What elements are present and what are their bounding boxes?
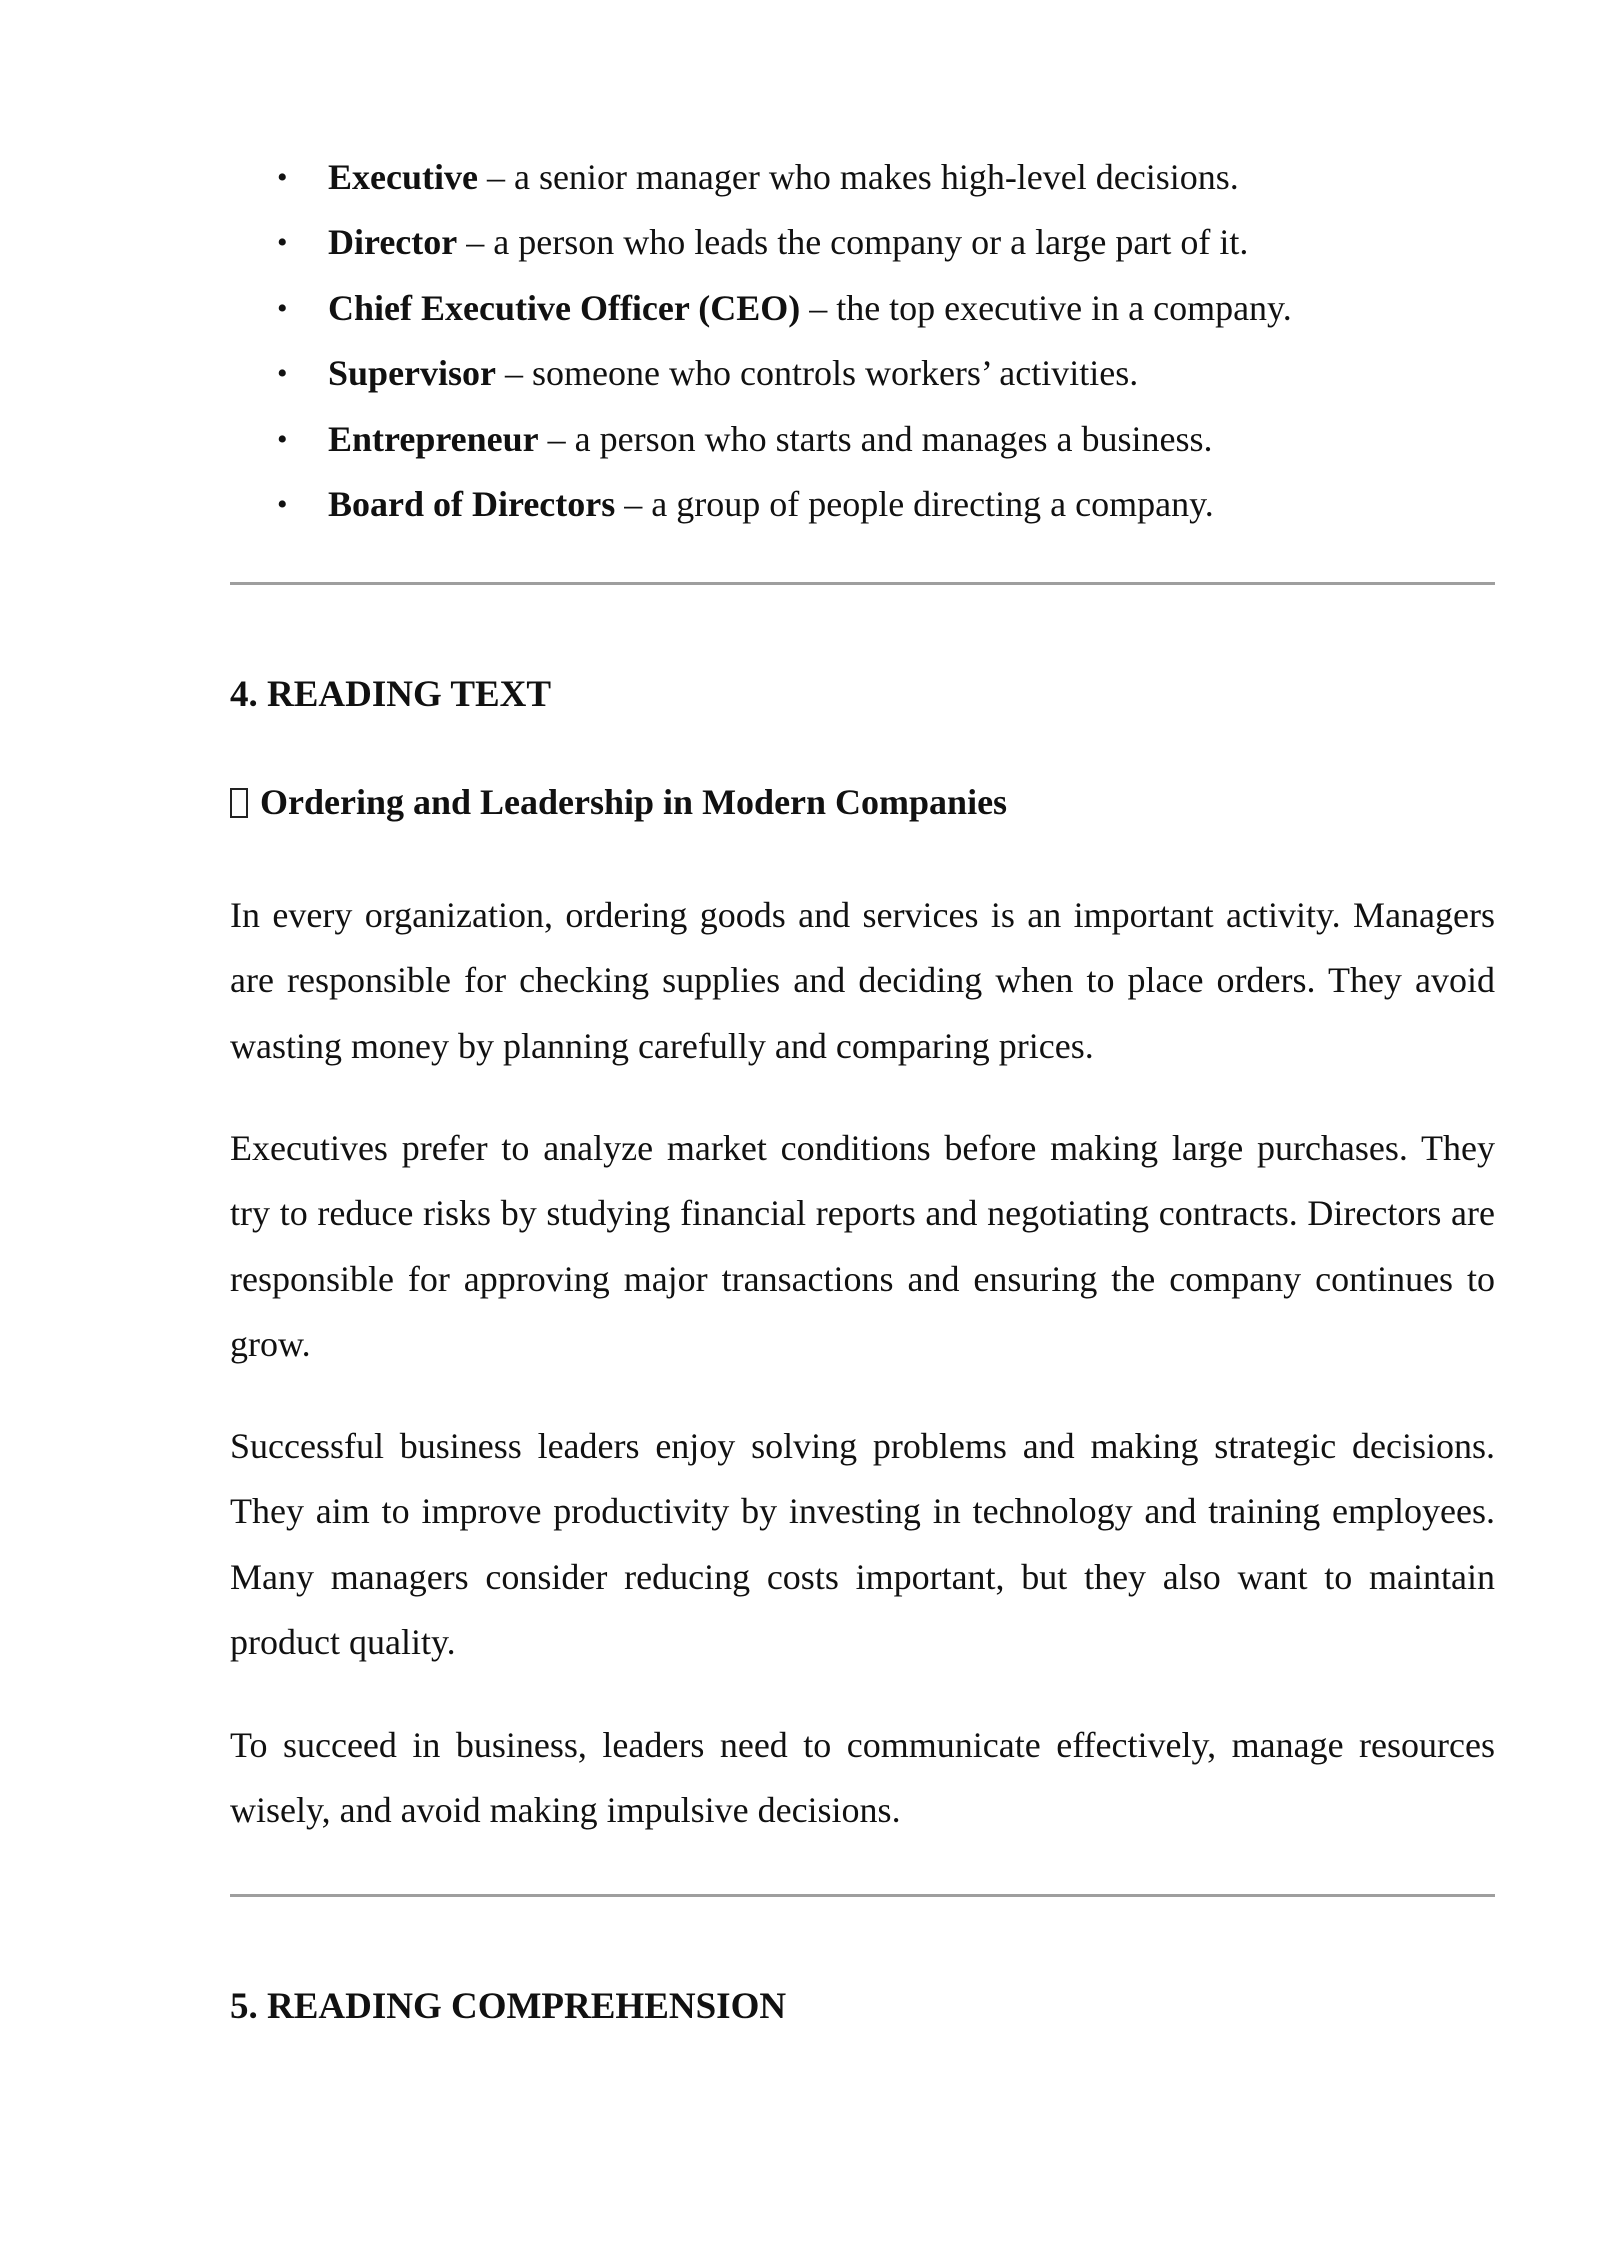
bullet-icon: • [277, 161, 288, 194]
section-heading-reading-comprehension: 5. READING COMPREHENSION [230, 1986, 787, 2027]
list-item [230, 276, 1495, 341]
term: Chief Executive Officer (CEO) [328, 287, 801, 328]
definition: – someone who controls workers’ activities. [496, 353, 1139, 394]
paragraph: Executives prefer to analyze market conditions before making large purchases. They try to reduce risks by studying financial reports and negotiating contracts. Directors are responsible for approving major transactions and ensuring the company continues to grow. [230, 1128, 1495, 1365]
term: Entrepreneur [328, 418, 539, 459]
paragraph: In every organization, ordering goods and services is an important activity. Managers are responsible for checking supplies and deciding when to place orders. They avoid wasting money by planning carefully and comparing prices. [230, 895, 1495, 1066]
term: Executive [328, 157, 478, 197]
list-item [230, 341, 1495, 406]
reading-title-text: Ordering and Leadership in Modern Companies [260, 782, 1008, 822]
definition: – a senior manager who makes high-level decisions. [477, 157, 1239, 197]
paragraph: Successful business leaders enjoy solving problems and making strategic decisions. They aim to improve productivity by investing in technology and training employees. Many managers consider reducing costs important, but they also want to maintain product quality. [230, 1426, 1495, 1663]
definition: – a person who leads the company or a large part of it. [457, 222, 1249, 263]
bullet-icon: • [277, 226, 288, 260]
section-heading-reading-text: 4. READING TEXT [230, 674, 552, 715]
bullet-icon: • [277, 357, 288, 391]
definition: – the top executive in a company. [800, 287, 1292, 328]
term: Supervisor [328, 353, 497, 394]
bullet-icon: • [277, 291, 288, 325]
reading-title [230, 780, 1007, 824]
bullet-icon: • [277, 487, 288, 521]
definition: – a group of people directing a company. [615, 483, 1214, 524]
list-item [230, 472, 1495, 537]
definition: – a person who starts and manages a business. [538, 418, 1213, 459]
paragraph: To succeed in business, leaders need to communicate effectively, manage resources wisely, and avoid making impulsive decisions. [230, 1725, 1495, 1831]
missing-glyph-icon [230, 788, 248, 818]
term: Director [328, 222, 458, 263]
vocabulary-list [230, 145, 1495, 537]
horizontal-divider [230, 582, 1495, 585]
list-item [230, 145, 1495, 210]
term: Board of Directors [328, 483, 616, 524]
list-item [230, 407, 1495, 472]
horizontal-divider [230, 1894, 1495, 1897]
list-item [230, 210, 1495, 275]
bullet-icon: • [277, 422, 288, 456]
